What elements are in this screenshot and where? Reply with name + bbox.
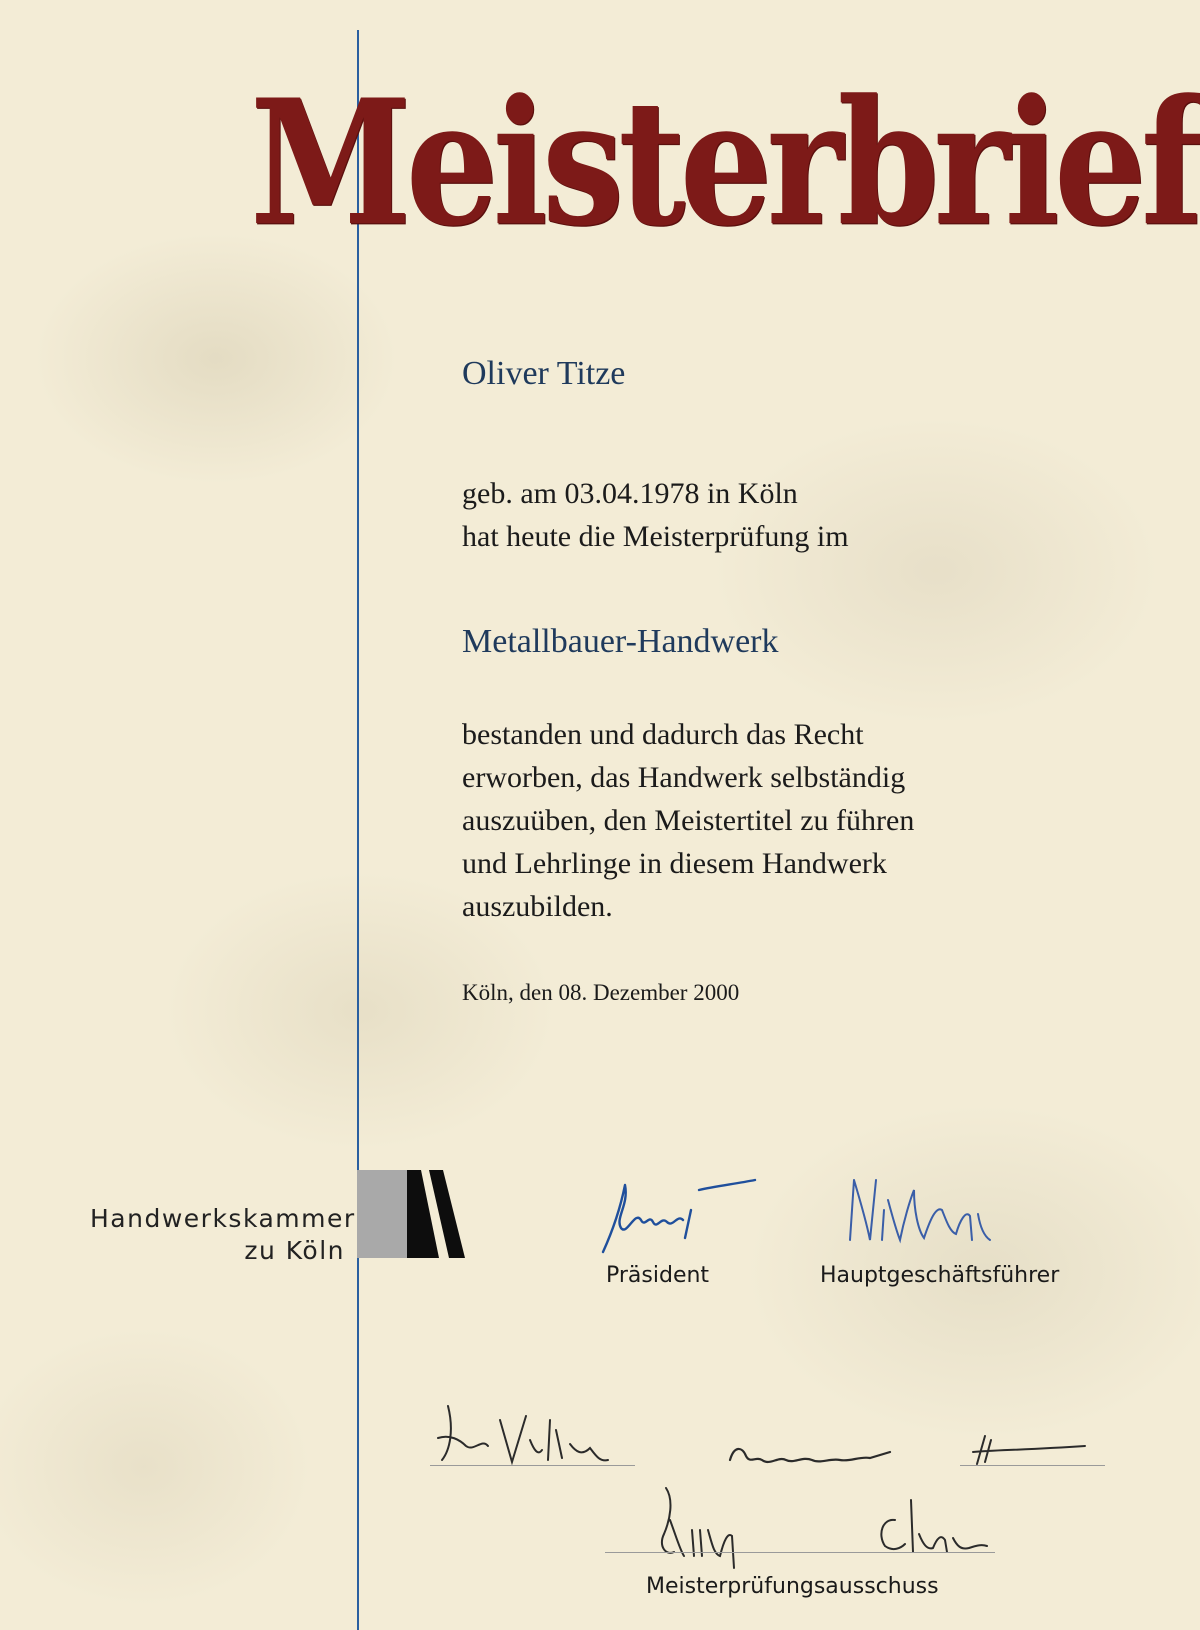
rights-line-3: auszuüben, den Meistertitel zu führen (462, 804, 915, 837)
issuer-name-line-1: Handwerkskammer (90, 1204, 356, 1233)
craft-name: Metallbauer-Handwerk (462, 623, 779, 660)
committee-signature-3 (965, 1430, 1095, 1470)
certificate-title: Meisterbrief (250, 62, 1198, 265)
president-signature (595, 1170, 765, 1260)
birth-line: geb. am 03.04.1978 in Köln (462, 477, 798, 510)
vertical-margin-line (357, 30, 359, 1630)
committee-label: Meisterprüfungsausschuss (646, 1574, 939, 1599)
chamber-logo-icon (357, 1170, 467, 1258)
rights-line-2: erworben, das Handwerk selbständig (462, 761, 906, 794)
committee-signature-1 (430, 1400, 640, 1475)
issuer-name-line-2: zu Köln (244, 1236, 345, 1265)
ceo-signature (840, 1170, 1020, 1260)
committee-line-4 (605, 1552, 995, 1553)
committee-line-3 (960, 1465, 1105, 1466)
exam-line: hat heute die Meisterprüfung im (462, 520, 849, 553)
committee-signature-5 (865, 1490, 995, 1560)
committee-signature-4 (640, 1480, 760, 1570)
committee-line-1 (430, 1465, 635, 1466)
place-and-date: Köln, den 08. Dezember 2000 (462, 980, 740, 1005)
ceo-label: Hauptgeschäftsführer (820, 1263, 1060, 1288)
rights-line-4: und Lehrlinge in diesem Handwerk (462, 847, 887, 880)
holder-name: Oliver Titze (462, 355, 626, 392)
committee-signature-2 (720, 1430, 900, 1480)
rights-line-5: auszubilden. (462, 890, 613, 923)
issuer-name (90, 1203, 356, 1267)
rights-line-1: bestanden und dadurch das Recht (462, 718, 864, 751)
president-label: Präsident (606, 1263, 710, 1288)
